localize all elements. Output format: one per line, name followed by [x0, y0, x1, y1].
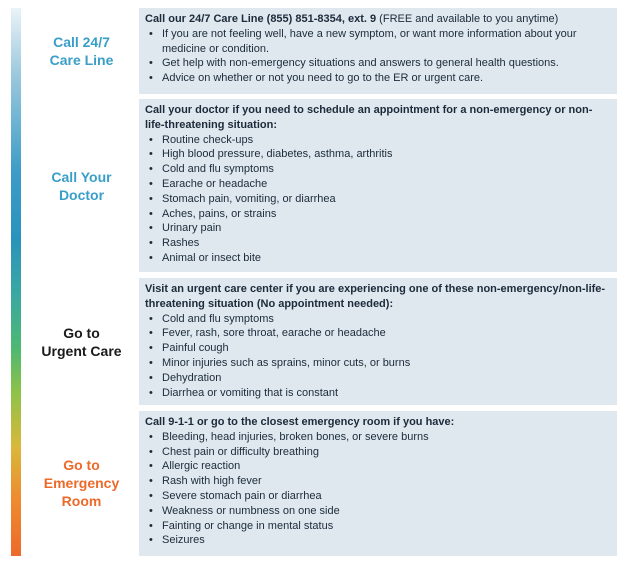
- list-item: • Cold and flu symptoms: [162, 162, 611, 177]
- list-item: • High blood pressure, diabetes, asthma, arthritis: [162, 147, 611, 162]
- list-item: • Diarrhea or vomiting that is constant: [162, 386, 611, 401]
- care-line-label-line1: Call 24/7: [53, 34, 110, 50]
- list-item: • Rashes: [162, 236, 611, 251]
- list-item: • Aches, pains, or strains: [162, 207, 611, 222]
- urgent-care-label-line2: Urgent Care: [41, 343, 122, 359]
- emergency-room-label: [25, 456, 138, 510]
- list-item: • Allergic reaction: [162, 459, 611, 474]
- care-line-label-line2: Care Line: [49, 52, 114, 68]
- urgent-care-label-line1: Go to: [63, 325, 100, 341]
- list-item: • Seizures: [162, 533, 611, 548]
- emergency-room-box: [139, 411, 617, 556]
- care-line-list: [145, 27, 611, 86]
- care-line-box: [139, 8, 617, 94]
- list-item: • Fainting or change in mental status: [162, 519, 611, 534]
- emergency-label-line3: Room: [61, 493, 102, 509]
- list-item: • Bleeding, head injuries, broken bones, or severe burns: [162, 430, 611, 445]
- list-item: • Routine check-ups: [162, 133, 611, 148]
- urgent-care-box: [139, 278, 617, 405]
- doctor-label-line2: Doctor: [58, 187, 105, 203]
- urgent-care-label: [25, 324, 138, 360]
- care-line-heading: [145, 12, 611, 27]
- list-item: • Urinary pain: [162, 221, 611, 236]
- care-line-label: [25, 33, 138, 69]
- list-item: • Painful cough: [162, 341, 611, 356]
- list-item: • Severe stomach pain or diarrhea: [162, 489, 611, 504]
- care-line-heading-note: (FREE and available to you anytime): [376, 13, 559, 25]
- doctor-heading: Call your doctor if you need to schedule an appointment for a non-emergency or non-life-threatening situation:: [145, 104, 593, 131]
- list-item: • Animal or insect bite: [162, 251, 611, 266]
- list-item: • If you are not feeling well, have a new symptom, or want more information about your medicine or condition.: [162, 27, 611, 57]
- doctor-label: [25, 168, 138, 204]
- list-item: • Cold and flu symptoms: [162, 312, 611, 327]
- list-item: • Chest pain or difficulty breathing: [162, 445, 611, 460]
- urgent-care-heading: Visit an urgent care center if you are experiencing one of these non-emergency/non-life-threatening situation (No appointment needed):: [145, 283, 606, 310]
- emergency-label-line1: Go to: [63, 457, 100, 473]
- emergency-list: [145, 430, 611, 548]
- list-item: • Dehydration: [162, 371, 611, 386]
- gradient-bar: [11, 8, 21, 556]
- list-item: • Rash with high fever: [162, 474, 611, 489]
- doctor-label-line1: Call Your: [51, 169, 112, 185]
- urgent-care-list: [145, 312, 611, 401]
- doctor-box: [139, 99, 617, 272]
- emergency-label-line2: Emergency: [43, 475, 120, 491]
- list-item: • Get help with non-emergency situations and answers to general health questions.: [162, 56, 611, 71]
- list-item: • Advice on whether or not you need to go to the ER or urgent care.: [162, 71, 611, 86]
- list-item: • Fever, rash, sore throat, earache or headache: [162, 326, 611, 341]
- care-line-heading-text: Call our 24/7 Care Line (855) 851-8354, ext. 9: [145, 13, 377, 25]
- emergency-heading: Call 9-1-1 or go to the closest emergency room if you have:: [145, 416, 455, 428]
- list-item: • Stomach pain, vomiting, or diarrhea: [162, 192, 611, 207]
- doctor-list: [145, 133, 611, 266]
- list-item: • Weakness or numbness on one side: [162, 504, 611, 519]
- list-item: • Earache or headache: [162, 177, 611, 192]
- list-item: • Minor injuries such as sprains, minor cuts, or burns: [162, 356, 611, 371]
